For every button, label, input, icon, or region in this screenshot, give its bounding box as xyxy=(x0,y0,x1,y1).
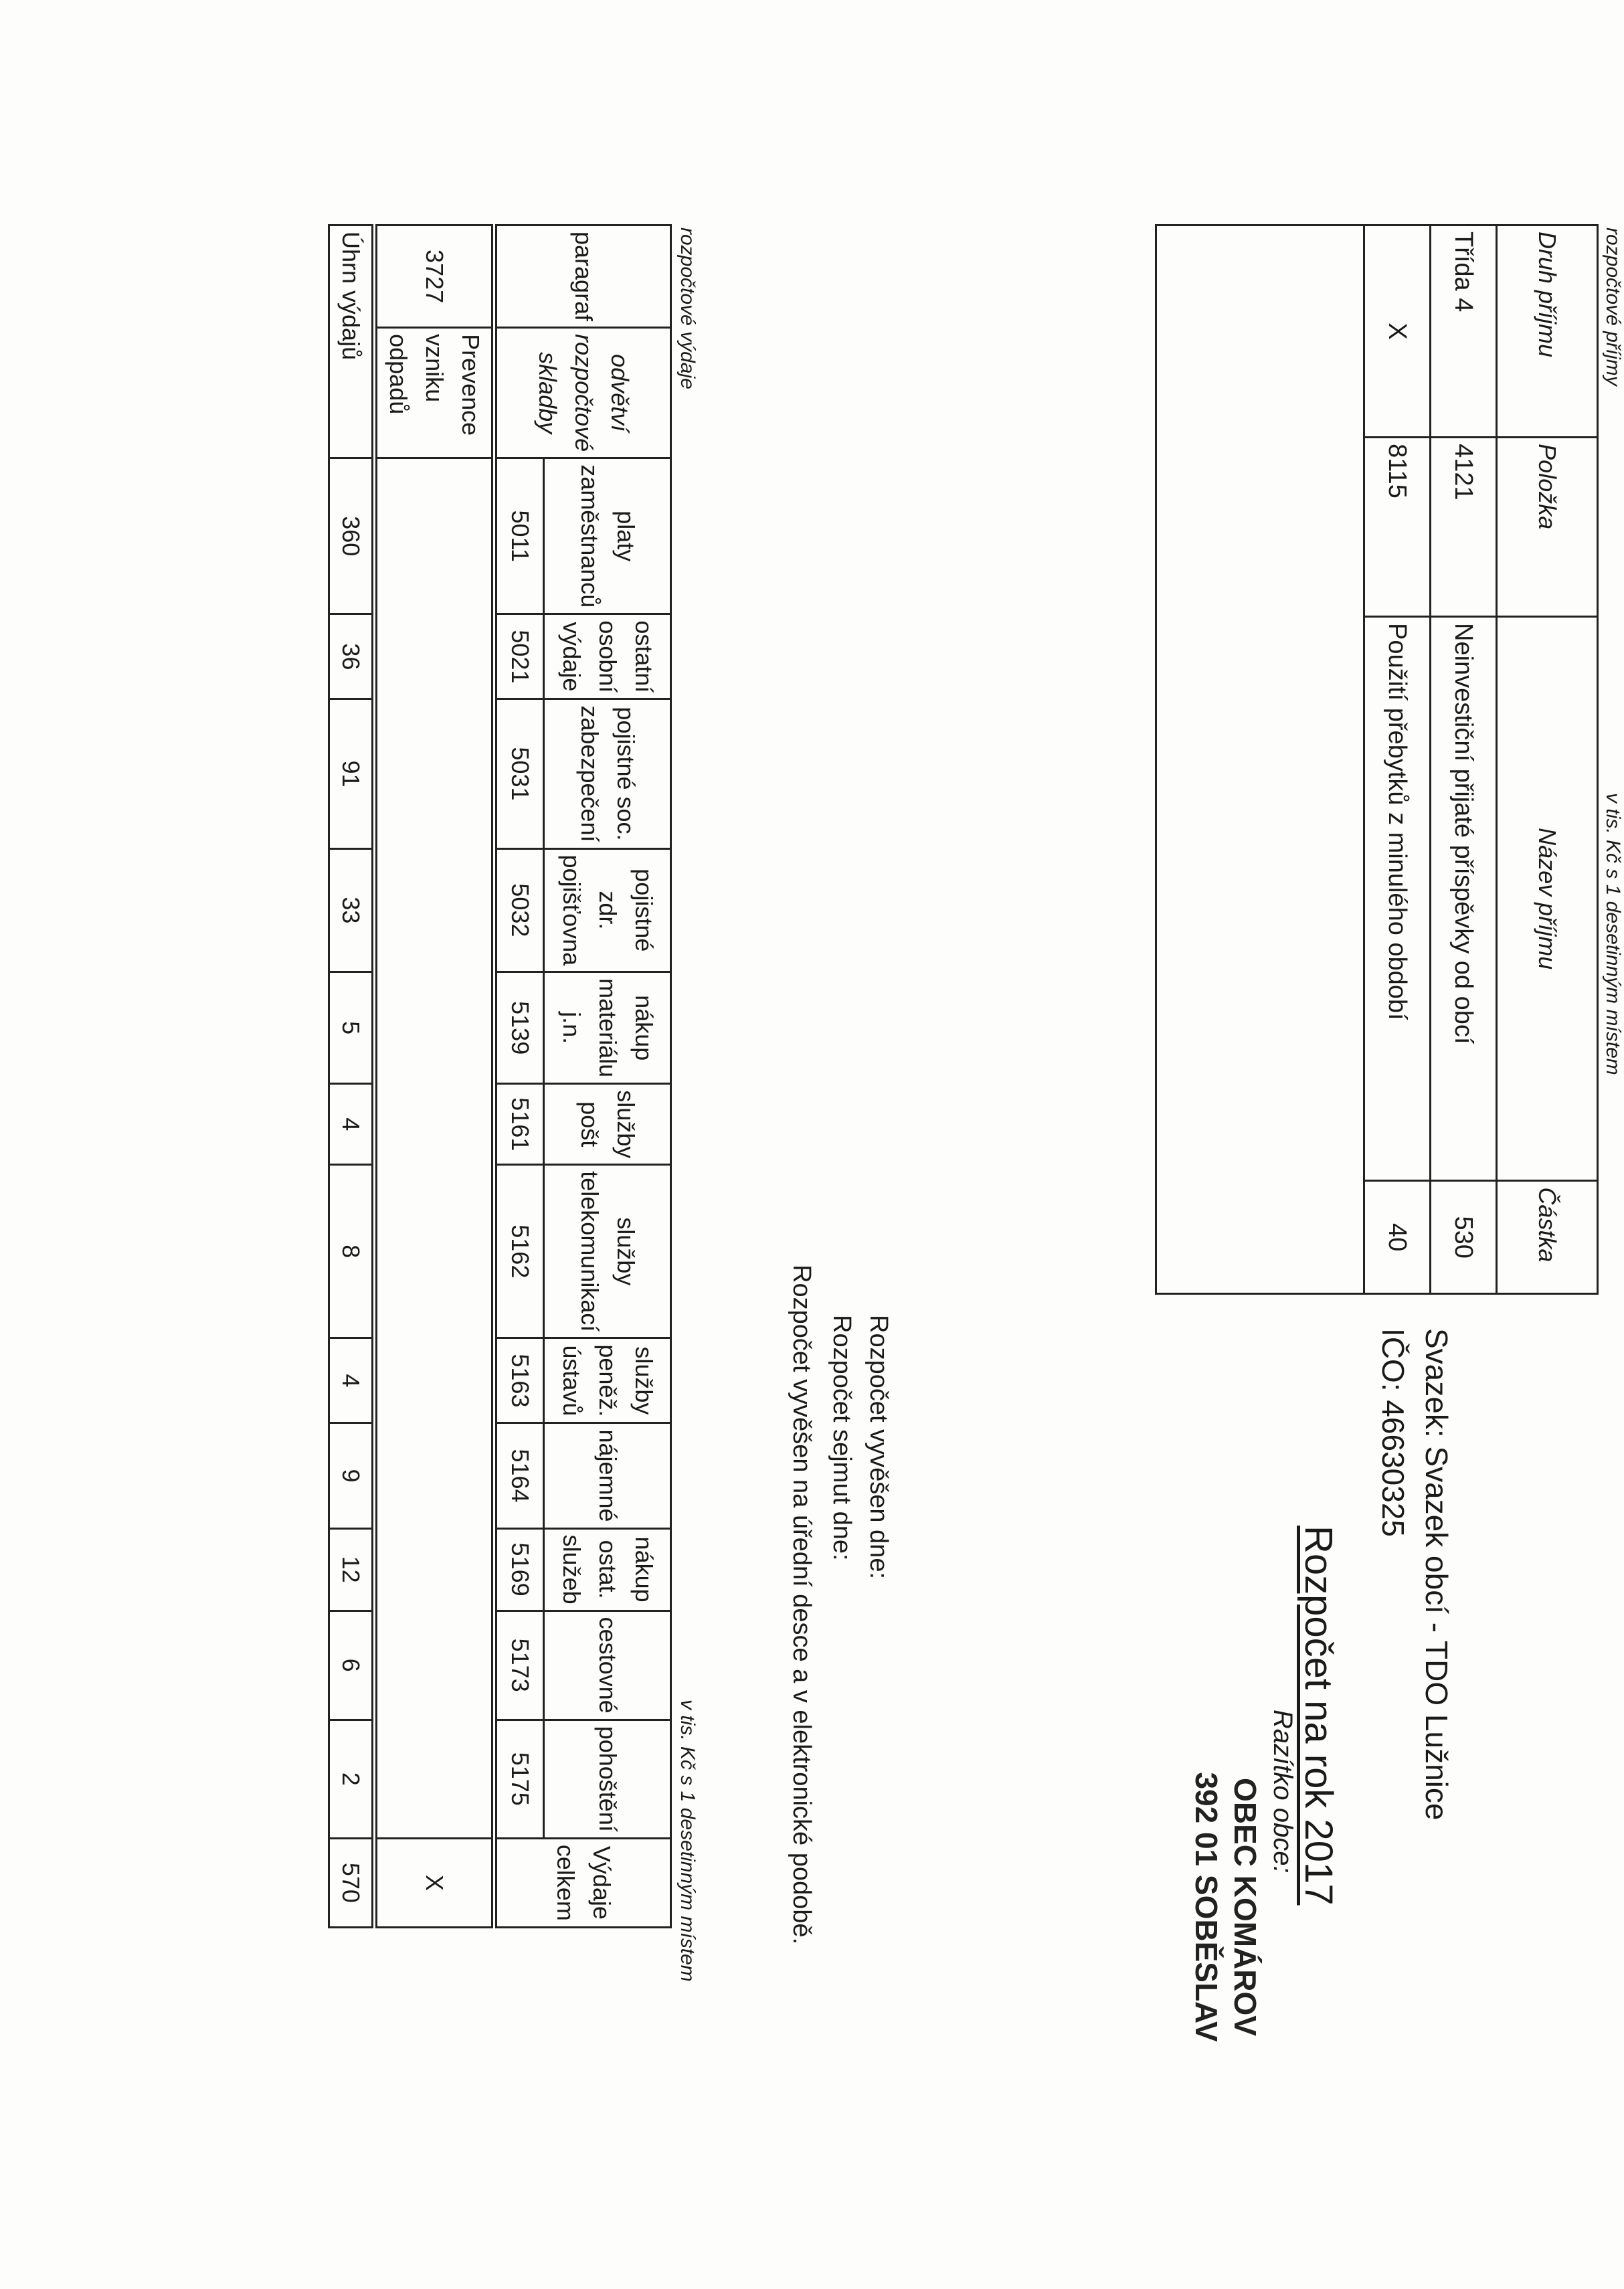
expense-col-name: cestovné xyxy=(544,1611,671,1720)
expense-value: 5 xyxy=(329,972,375,1084)
expense-header-row xyxy=(544,225,671,1928)
expense-col-name: služby telekomunikací xyxy=(544,1165,671,1338)
expense-code: 5031 xyxy=(494,699,545,848)
income-row xyxy=(1364,225,1431,1294)
income-name: Použití přebytků z minulého období xyxy=(1364,617,1431,1181)
expense-value: 360 xyxy=(329,458,375,614)
income-row xyxy=(1431,225,1497,1294)
expense-value: 12 xyxy=(329,1528,375,1611)
page-title: Rozpočet na rok 2017 xyxy=(1297,1526,1340,1906)
expense-section-label: rozpočtové výdaje xyxy=(676,227,699,389)
expense-col-name: pohoštění xyxy=(544,1720,671,1838)
expense-col-name: pojistné soc. zabezpečení xyxy=(544,699,671,848)
expense-code: 5139 xyxy=(494,972,545,1084)
income-header-amount: Částka xyxy=(1497,1181,1598,1294)
expense-value: 91 xyxy=(329,699,375,848)
income-item: 4121 xyxy=(1431,438,1497,617)
expense-col-name: služby peněž. ústavů xyxy=(544,1338,671,1423)
expense-paragraph: 3727 xyxy=(375,225,494,328)
income-unit-note: v tis. Kč s 1 desetinným místem xyxy=(1602,793,1624,1075)
income-empty-row xyxy=(1156,225,1364,1294)
expense-code: 5011 xyxy=(494,458,545,614)
expense-col-name: nájemné xyxy=(544,1423,671,1528)
income-amount: 40 xyxy=(1364,1181,1431,1294)
expense-value: 9 xyxy=(329,1423,375,1528)
expense-row xyxy=(494,225,545,1928)
expense-value: 33 xyxy=(329,848,375,972)
stamp-label: Razítko obce: xyxy=(1268,1710,1297,1873)
posted-date-label: Rozpočet vyvěšen dne: xyxy=(865,1315,893,1580)
stamp-line-2: 392 01 SOBĚSLAV xyxy=(1189,1772,1225,2042)
expense-header-total: Výdaje celkem xyxy=(494,1838,671,1927)
income-section-label: rozpočtové příjmy xyxy=(1602,227,1624,386)
expense-col-name: služby pošt xyxy=(544,1084,671,1165)
income-name: Neinvestiční přijaté příspěvky od obcí xyxy=(1431,617,1497,1181)
expense-value: 4 xyxy=(329,1338,375,1423)
income-kind: X xyxy=(1364,225,1431,438)
income-header-row xyxy=(1497,225,1598,1294)
expense-code: 5163 xyxy=(494,1338,545,1423)
expense-code: 5175 xyxy=(494,1720,545,1838)
expense-header-sector: odvětví rozpočtové skladby xyxy=(494,328,671,458)
expense-col-name: nákup materiálu j.n. xyxy=(544,972,671,1084)
expense-code: 5173 xyxy=(494,1611,545,1720)
expense-total-value: 570 xyxy=(329,1838,375,1927)
expense-code: 5162 xyxy=(494,1165,545,1338)
municipality-stamp xyxy=(1187,1720,1264,2094)
stamp-line-1: OBEC KOMÁROV xyxy=(1228,1778,1263,2036)
expense-table xyxy=(328,224,672,1928)
income-header-kind: Druh příjmu xyxy=(1497,225,1598,438)
expense-row-total: X xyxy=(375,1838,494,1927)
expense-col-name: ostatní osobní výdaje xyxy=(544,614,671,699)
org-ico: IČO: 46630325 xyxy=(1376,1328,1411,1538)
income-table xyxy=(1155,224,1599,1295)
expense-value: 36 xyxy=(329,614,375,699)
expense-unit-note: v tis. Kč s 1 desetinným místem xyxy=(676,1700,699,1982)
expense-value: 4 xyxy=(329,1084,375,1165)
expense-row xyxy=(375,225,494,1928)
income-kind: Třída 4 xyxy=(1431,225,1497,438)
expense-value: 8 xyxy=(329,1165,375,1338)
expense-code: 5021 xyxy=(494,614,545,699)
expense-code: 5032 xyxy=(494,848,545,972)
removed-date-label: Rozpočet sejmut dne: xyxy=(828,1315,856,1561)
income-header-item: Položka xyxy=(1497,438,1598,617)
expense-sector-name: Prevence vzniku odpadů xyxy=(375,328,494,458)
posting-note: Rozpočet vyvěšen na úřední desce a v elektronické podobě. xyxy=(788,1265,816,1945)
expense-col-name: pojistné zdr. pojišťovna xyxy=(544,848,671,972)
expense-col-name: nákup ostat. služeb xyxy=(544,1528,671,1611)
expense-value: 6 xyxy=(329,1611,375,1720)
expense-header-paragraph: paragraf xyxy=(494,225,671,328)
income-header-name: Název příjmu xyxy=(1497,617,1598,1181)
expense-value: 2 xyxy=(329,1720,375,1838)
expense-total-label: Úhrn výdajů xyxy=(329,225,375,458)
expense-total-row xyxy=(329,225,375,1928)
expense-code: 5161 xyxy=(494,1084,545,1165)
expense-col-name: platy zaměstnanců xyxy=(544,458,671,614)
income-item: 8115 xyxy=(1364,438,1431,617)
expense-code: 5169 xyxy=(494,1528,545,1611)
income-amount: 530 xyxy=(1431,1181,1497,1294)
expense-code: 5164 xyxy=(494,1423,545,1528)
org-name: Svazek: Svazek obcí - TDO Lužnice xyxy=(1419,1328,1454,1821)
